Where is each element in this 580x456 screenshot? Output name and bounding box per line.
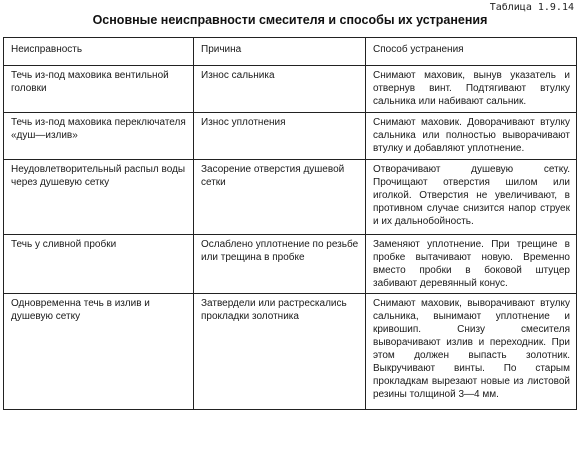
fault-cell: Течь из-под маховика вентильной головки <box>4 66 194 113</box>
header-row <box>4 38 577 66</box>
header-fault: Неисправность <box>4 38 194 66</box>
cause-cell: Износ сальника <box>194 66 366 113</box>
remedy-cell: Снимают маховик, выворачивают втулку сальника, вынимают уплотнение и кривошип. Снизу смесителя выворачивают излив и переходник. При этом должен выпасть золотник. Выкручивают винты. По старым прокладкам вырезают новые из листовой резины толщиной 3—4 мм. <box>366 294 577 410</box>
fault-cell: Одновременна течь в излив и душевую сетку <box>4 294 194 410</box>
table-row <box>4 113 577 160</box>
table-row <box>4 160 577 235</box>
table-row <box>4 294 577 410</box>
cause-cell: Износ уплотнения <box>194 113 366 160</box>
remedy-cell: Отворачивают душевую сетку. Прочищают отверстия шилом или иголкой. Отверстия не увеличивают, в противном случае снизится напор струек и их дальнобойность. <box>366 160 577 235</box>
table-number: Таблица 1.9.14 <box>489 2 574 13</box>
cause-cell: Ослаблено уплотнение по резьбе или трещина в пробке <box>194 235 366 294</box>
faults-table <box>3 37 577 410</box>
table-caption: Основные неисправности смесителя и способы их устранения <box>92 13 488 27</box>
cause-cell: Засорение отверстия душевой сетки <box>194 160 366 235</box>
table-row <box>4 235 577 294</box>
fault-cell: Течь из-под маховика переключателя «душ—излив» <box>4 113 194 160</box>
fault-cell: Течь у сливной пробки <box>4 235 194 294</box>
remedy-cell: Заменяют уплотнение. При трещине в пробке вытачивают новую. Временно вместо пробки в боковой штуцер забивают деревянный конус. <box>366 235 577 294</box>
header-cause: Причина <box>194 38 366 66</box>
remedy-cell: Снимают маховик. Доворачивают втулку сальника или полностью выворачивают втулку и добавляют уплотнение. <box>366 113 577 160</box>
fault-cell: Неудовлетворительный распыл воды через душевую сетку <box>4 160 194 235</box>
cause-cell: Затвердели или растрескались прокладки золотника <box>194 294 366 410</box>
remedy-cell: Снимают маховик, вынув указатель и отвернув винт. Подтягивают втулку сальника или набивают сальник. <box>366 66 577 113</box>
header-remedy: Способ устранения <box>366 38 577 66</box>
table-row <box>4 66 577 113</box>
